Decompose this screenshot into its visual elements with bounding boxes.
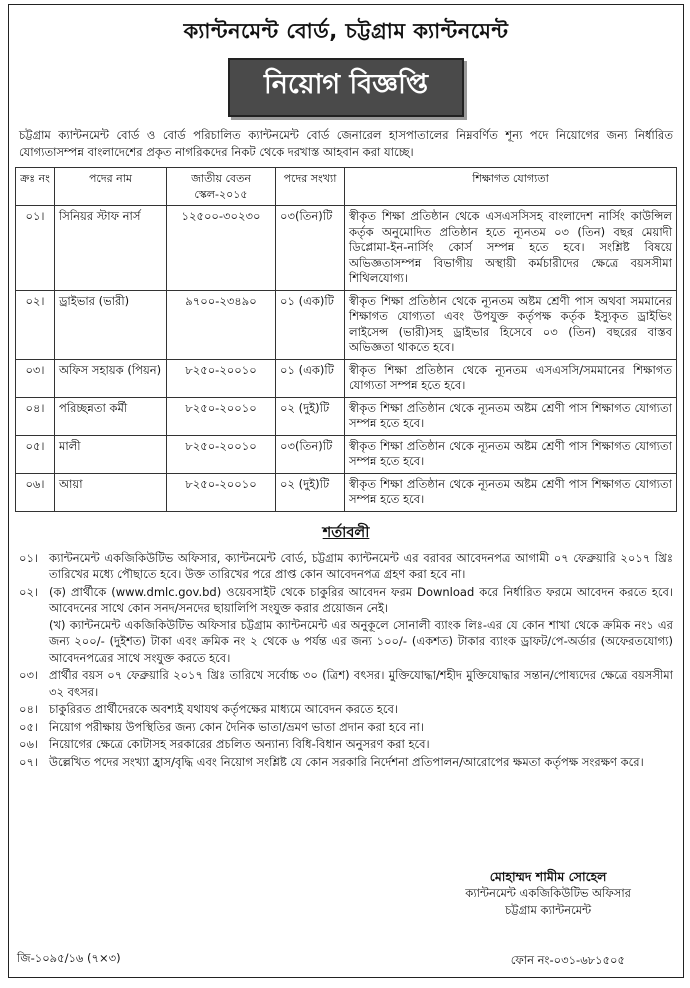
org-title: ক্যান্টনমেন্ট বোর্ড, চট্টগ্রাম ক্যান্টনমেন্ট xyxy=(183,19,509,43)
table-row xyxy=(16,397,677,435)
term-text-sub-b: (খ) ক্যান্টনমেন্ট একজিকিউটিভ অফিসার চট্টগ্রাম ক্যান্টনমেন্ট এর অনুকূলে সোনালী ব্যাংক লিঃ-এর যে কোন শাখা থেকে ক্রমিক নং১ এর জন্য ২০০/- (দুইশত) টাকা এবং ক্রমিক নং ২ থেকে ৬ পর্যন্ত এর জন্য ১০০/- (একশত) টাকার ব্যাংক ড্রাফট/পে-অর্ডার (অফেরতযোগ্য) আবেদনপত্রের সাথে সংযুক্ত করতে হবে। xyxy=(49,617,673,665)
cell-qualification: স্বীকৃত শিক্ষা প্রতিষ্ঠান থেকে ন্যূনতম অষ্টম শ্রেণী পাস শিক্ষাগত যোগ্যতা সম্পন্ন হতে হবে। xyxy=(345,473,677,511)
intro-paragraph: চট্টগ্রাম ক্যান্টনমেন্ট বোর্ড ও বোর্ড পরিচালিত ক্যান্টনমেন্ট বোর্ড জেনারেল হাসপাতালের নিম্নবর্ণিত শূন্য পদে নিয়োগের জন্য নির্ধারিত যোগ্যতাসম্পন্ন বাংলাদেশের প্রকৃত নাগরিকদের নিকট থেকে দরখাস্ত আহবান করা যাচ্ছে। xyxy=(19,128,673,159)
terms-title: শর্তাবলী xyxy=(322,524,370,541)
cell-post-name: আয়া xyxy=(55,473,167,511)
term-number: ০২। xyxy=(19,584,39,599)
term-text: নিয়োগ পরীক্ষায় উপস্থিতির জন্য কোন দৈনিক ভাতা/ভ্রমণ ভাতা প্রদান করা হবে না। xyxy=(49,719,424,734)
cell-pay-scale: ৮২৫০-২০০১০ xyxy=(167,397,276,435)
header xyxy=(9,5,683,117)
table-row xyxy=(16,473,677,511)
term-text: উল্লেখিত পদের সংখ্যা হ্রাস/বৃদ্ধি এবং নিয়োগ সংশ্লিষ্ট যে কোন সরকারি নির্দেশনা প্রতিপালন/আরোপের ক্ষমতা কর্তৃপক্ষ সংরক্ষণ করে। xyxy=(49,754,644,769)
phone-number: ফোন নং-০৩১-৬৮১৫০৫ xyxy=(510,953,625,967)
term-number: ০৩। xyxy=(19,668,39,682)
cell-qualification: স্বীকৃত শিক্ষা প্রতিষ্ঠান থেকে ন্যূনতম অষ্টম শ্রেণী পাস অথবা সমমানের শিক্ষাগত যোগ্যতা এবং উপযুক্ত কর্তৃপক্ষ কর্তৃক ইস্যুকৃত ড্রাইভিং লাইসেন্স (ভারী)সহ ড্রাইভার হিসেবে ০৩ (তিন) বছরের বাস্তব অভিজ্ঞতা থাকতে হবে। xyxy=(345,290,677,359)
cell-post-name: পরিচ্ছন্নতা কর্মী xyxy=(55,397,167,435)
table-row xyxy=(16,206,677,291)
cell-sl: ০৪। xyxy=(16,397,55,435)
term-text: প্রার্থীর বয়স ০৭ ফেব্রুয়ারি ২০১৭ খ্রিঃ তারিখে সর্বোচ্চ ৩০ (ত্রিশ) বৎসর। মুক্তিযোদ্ধা/শহীদ মুক্তিযোদ্ধার সন্তান/পোষ্যদের ক্ষেত্রে বয়সসীমা ৩২ বৎসর। xyxy=(49,668,673,699)
term-number: ০৭। xyxy=(19,754,39,769)
cell-post-count: ০৩(তিন)টি xyxy=(276,206,345,291)
header-pay-scale: জাতীয় বেতন স্কেল-২০১৫ xyxy=(167,168,276,206)
cell-sl: ০৬। xyxy=(16,473,55,511)
cell-post-count: ০২ (দুই)টি xyxy=(276,473,345,511)
cell-post-count: ০১ (এক)টি xyxy=(276,290,345,359)
term-number: ০১। xyxy=(19,550,39,565)
cell-pay-scale: ৮২৫০-২০০১০ xyxy=(167,359,276,397)
term-number: ০৬। xyxy=(19,737,39,751)
term-item xyxy=(19,667,673,700)
table-row xyxy=(16,290,677,359)
signatory-name: মোহাম্মদ শামীম সোহেল xyxy=(489,869,607,884)
cell-qualification: স্বীকৃত শিক্ষা প্রতিষ্ঠান থেকে ন্যূনতম অষ্টম শ্রেণী পাস শিক্ষাগত যোগ্যতা সম্পন্ন হতে হবে। xyxy=(345,397,677,435)
header-qualification: শিক্ষাগত যোগ্যতা xyxy=(345,168,677,206)
terms-list xyxy=(19,550,673,771)
cell-sl: ০২। xyxy=(16,290,55,359)
signatory-designation: ক্যান্টনমেন্ট একজিকিউটিভ অফিসার xyxy=(465,886,631,900)
term-item xyxy=(19,584,673,667)
cell-post-name: সিনিয়র স্টাফ নার্স xyxy=(55,206,167,291)
term-number: ০৪। xyxy=(19,702,39,716)
cell-qualification: স্বীকৃত শিক্ষা প্রতিষ্ঠান থেকে ন্যূনতম এসএসসি/সমমানের শিক্ষাগত যোগ্যতা সম্পন্ন হতে হবে। xyxy=(345,359,677,397)
table-row xyxy=(16,359,677,397)
term-item xyxy=(19,754,673,771)
cell-pay-scale: ১২৫০০-৩০২৩০ xyxy=(167,206,276,291)
cell-sl: ০৫। xyxy=(16,435,55,473)
cell-sl: ০৩। xyxy=(16,359,55,397)
cell-post-name: মালী xyxy=(55,435,167,473)
term-number: ০৫। xyxy=(19,719,39,734)
term-text: চাকুরিরত প্রার্থীদেরকে অবশ্যই যথাযথ কর্তৃপক্ষের মাধ্যমে আবেদন করতে হবে। xyxy=(49,702,399,716)
cell-qualification: স্বীকৃত শিক্ষা প্রতিষ্ঠান থেকে এসএসসিসহ বাংলাদেশ নার্সিং কাউন্সিল কর্তৃক অনুমোদিত প্রতিষ্ঠান হতে ন্যূনতম ০৩ (তিন) বছর মেয়াদী ডিপ্লোমা-ইন-নার্সিং কোর্স সম্পন্ন হতে হবে। সংশ্লিষ্ট বিষয়ে অভিজ্ঞতাসম্পন্ন বিভাগীয় অস্থায়ী কর্মচারীদের ক্ষেত্রে বয়সসীমা শিথিলযোগ্য। xyxy=(345,206,677,291)
signature-block xyxy=(465,868,631,919)
table-header-row xyxy=(16,168,677,206)
term-text: নিয়োগের ক্ষেত্রে কোটাসহ সরকারের প্রচলিত অন্যান্য বিধি-বিধান অনুসরণ করা হবে। xyxy=(49,737,430,751)
header-post-name: পদের নাম xyxy=(55,168,167,206)
cell-pay-scale: ৯৭০০-২৩৪৯০ xyxy=(167,290,276,359)
term-item xyxy=(19,736,673,753)
term-item xyxy=(19,701,673,718)
cell-pay-scale: ৮২৫০-২০০১০ xyxy=(167,435,276,473)
term-text: ক্যান্টনমেন্ট একজিকিউটিভ অফিসার, ক্যান্টনমেন্ট বোর্ড, চট্টগ্রাম ক্যান্টনমেন্ট এর বরাবর আবেদনপত্র আগামী ০৭ ফেব্রুয়ারি ২০১৭ খ্রিঃ তারিখের মধ্যে পৌছাতে হবে। উক্ত তারিখের পরে প্রাপ্ত কোন আবেদনপত্র গ্রহণ করা হবে না। xyxy=(49,550,673,581)
cell-post-count: ০৩(তিন)টি xyxy=(276,435,345,473)
cell-post-name: অফিস সহায়ক (পিয়ন) xyxy=(55,359,167,397)
cell-post-count: ০১ (এক)টি xyxy=(276,359,345,397)
posts-table xyxy=(15,167,677,512)
term-text-group xyxy=(49,584,673,667)
notice-title-banner: নিয়োগ বিজ্ঞপ্তি xyxy=(228,58,464,117)
term-text: (ক) প্রার্থীকে (www.dmlc.gov.bd) ওয়েবসাইট থেকে চাকুরির আবেদন ফরম Download করে নির্ধারিত ফরমে আবেদন করতে হবে। আবেদনের সাথে কোন সনদ/সনদের ছায়ালিপি সংযুক্ত করার প্রয়োজন নেই। xyxy=(49,584,673,615)
reference-number: জি-১০৯৫/১৬ (৭×৩) xyxy=(17,951,121,965)
header-sl: ক্রঃ নং xyxy=(16,168,55,206)
table-row xyxy=(16,435,677,473)
term-item xyxy=(19,550,673,583)
cell-qualification: স্বীকৃত শিক্ষা প্রতিষ্ঠান থেকে ন্যূনতম অষ্টম শ্রেণী পাস শিক্ষাগত যোগ্যতা সম্পন্ন হতে হবে। xyxy=(345,435,677,473)
header-post-count: পদের সংখ্যা xyxy=(276,168,345,206)
term-item xyxy=(19,719,673,736)
cell-post-count: ০২ (দুই)টি xyxy=(276,397,345,435)
cell-post-name: ড্রাইভার (ভারী) xyxy=(55,290,167,359)
cell-sl: ০১। xyxy=(16,206,55,291)
cell-pay-scale: ৮২৫০-২০০১০ xyxy=(167,473,276,511)
signatory-place: চট্টগ্রাম ক্যান্টনমেন্ট xyxy=(505,903,592,917)
notice-page xyxy=(8,4,684,978)
